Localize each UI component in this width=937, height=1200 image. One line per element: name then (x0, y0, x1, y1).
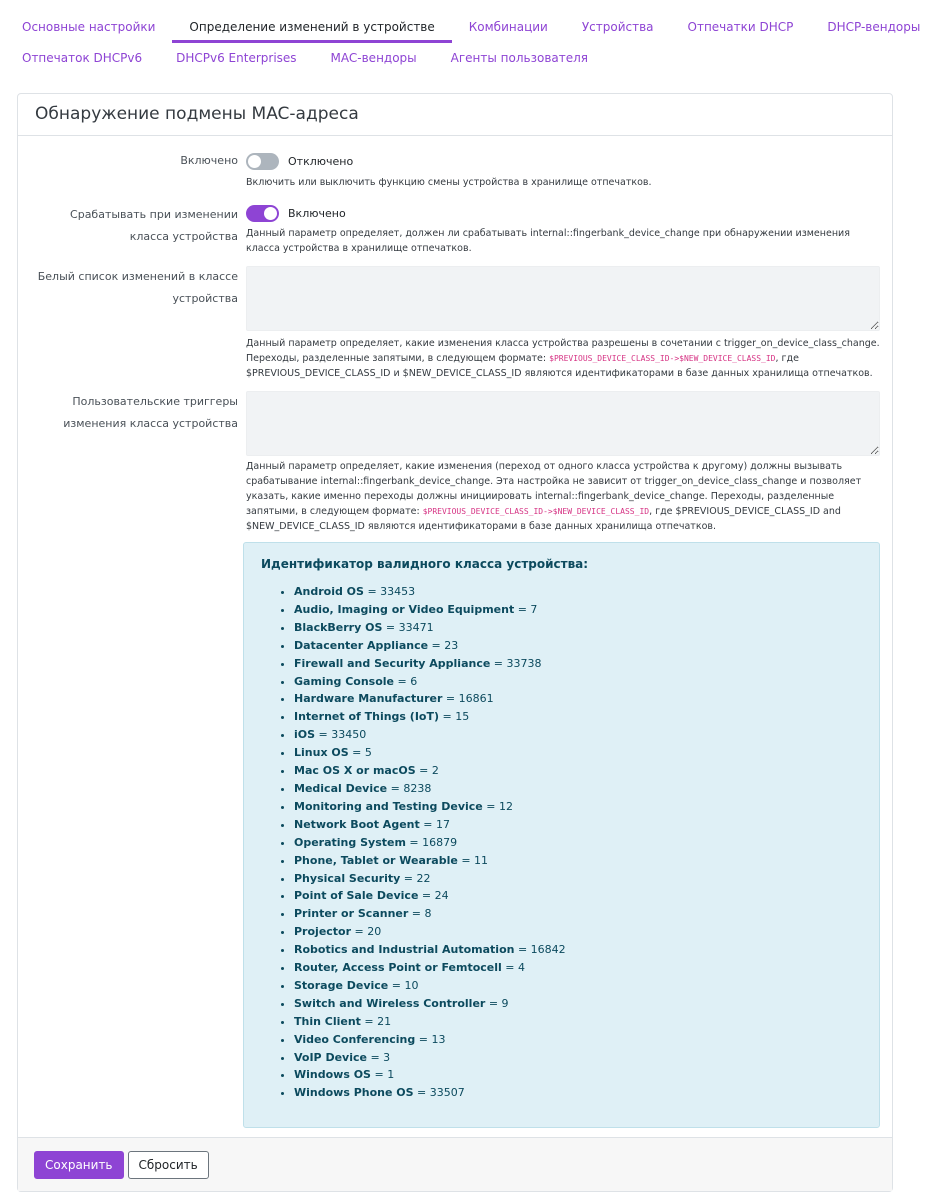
tab-user-agents[interactable]: Агенты пользователя (450, 51, 589, 65)
list-item: • Mac OS X or macOS = 2 (294, 762, 862, 780)
list-item: • Router, Access Point or Femtocell = 4 (294, 959, 862, 977)
enabled-state: Отключено (288, 154, 354, 168)
whitelist-textarea[interactable] (246, 266, 880, 331)
trigger-help: Данный параметр определяет, должен ли срабатывать internal::fingerbank_device_change при обнаружении изменения класса устройства в хранилище отпечатков. (246, 228, 850, 254)
list-item: • Audio, Imaging or Video Equipment = 7 (294, 601, 862, 619)
list-item: • Gaming Console = 6 (294, 673, 862, 691)
enabled-toggle[interactable] (246, 153, 279, 170)
device-class-info (243, 542, 880, 1128)
tab-combinations[interactable]: Комбинации (468, 20, 548, 34)
list-item: • Storage Device = 10 (294, 977, 862, 995)
info-title: Идентификатор валидного класса устройства: (261, 557, 589, 571)
tab-bar (0, 0, 921, 74)
card-title: Обнаружение подмены MAC-адреса (18, 94, 892, 136)
device-class-list (261, 583, 862, 1102)
list-item: • Thin Client = 21 (294, 1013, 862, 1031)
list-item: • Printer or Scanner = 8 (294, 905, 862, 923)
custom-triggers-textarea[interactable] (246, 391, 880, 456)
tab-mac-vendors[interactable]: MAC-вендоры (330, 51, 417, 65)
list-item: • Medical Device = 8238 (294, 780, 862, 798)
list-item: • Windows Phone OS = 33507 (294, 1084, 862, 1102)
list-item: • Datacenter Appliance = 23 (294, 637, 862, 655)
trigger-toggle[interactable] (246, 205, 279, 222)
list-item: • Video Conferencing = 13 (294, 1031, 862, 1049)
custom-triggers-help: Данный параметр определяет, какие изменения (переход от одного класса устройства к другому) должны вызывать срабатывание internal::fingerbank_device_change. Эта настройка не зависит от trigger_on_device_class_change и позволяет указать, какие именно переходы должны инициировать internal::fingerbank_device_change. Переходы, разделенные запятыми, в следующем формате: $PREVIOUS_DEVICE_CLASS_ID->$NEW_DEVICE_CLASS_ID, где $PREVIOUS_DEVICE_CLASS_ID and $NEW_DEVICE_CLASS_ID являются идентификаторами в базе данных хранилища отпечатков. (246, 461, 862, 532)
label-enabled: Включено (180, 154, 238, 167)
tab-row-1 (15, 10, 921, 43)
tab-dhcpv6-enterprises[interactable]: DHCPv6 Enterprises (176, 51, 297, 65)
list-item: • Phone, Tablet or Wearable = 11 (294, 852, 862, 870)
label-trigger: Срабатывать при изменении класса устройства (70, 208, 238, 243)
whitelist-help: Данный параметр определяет, какие изменения класса устройства разрешены в сочетании с trigger_on_device_class_change. Переходы, разделенные запятыми, в следующем формате: $PREVIOUS_DEVICE_CLASS_ID->$NEW_DEVICE_CLASS_ID, где $PREVIOUS_DEVICE_CLASS_ID и $NEW_DEVICE_CLASS_ID являются идентификаторами в базе данных хранилища отпечатков. (246, 338, 880, 379)
tab-row-2 (15, 43, 891, 74)
list-item: • Physical Security = 22 (294, 870, 862, 888)
list-item: • VoIP Device = 3 (294, 1049, 862, 1067)
list-item: • Point of Sale Device = 24 (294, 887, 862, 905)
list-item: • Network Boot Agent = 17 (294, 816, 862, 834)
list-item: • Internet of Things (IoT) = 15 (294, 708, 862, 726)
tab-dhcpv6-fingerprint[interactable]: Отпечаток DHCPv6 (22, 51, 143, 65)
tab-devices[interactable]: Устройства (581, 20, 654, 34)
list-item: • Robotics and Industrial Automation = 16842 (294, 941, 862, 959)
list-item: • Android OS = 33453 (294, 583, 862, 601)
list-item: • Projector = 20 (294, 923, 862, 941)
list-item: • Operating System = 16879 (294, 834, 862, 852)
list-item: • iOS = 33450 (294, 726, 862, 744)
tab-dhcp-vendors[interactable]: DHCP-вендоры (827, 20, 921, 34)
tab-device-change[interactable]: Определение изменений в устройстве (172, 12, 451, 43)
list-item: • Windows OS = 1 (294, 1066, 862, 1084)
list-item: • BlackBerry OS = 33471 (294, 619, 862, 637)
enabled-help: Включить или выключить функцию смены устройства в хранилище отпечатков. (246, 177, 652, 188)
label-custom-triggers: Пользовательские триггеры изменения класса устройства (63, 395, 238, 430)
save-button[interactable]: Сохранить (34, 1151, 124, 1179)
settings-card (17, 93, 893, 1192)
list-item: • Hardware Manufacturer = 16861 (294, 690, 862, 708)
label-whitelist: Белый список изменений в классе устройства (37, 270, 238, 305)
reset-button[interactable]: Сбросить (128, 1151, 209, 1179)
list-item: • Firewall and Security Appliance = 33738 (294, 655, 862, 673)
list-item: • Switch and Wireless Controller = 9 (294, 995, 862, 1013)
list-item: • Monitoring and Testing Device = 12 (294, 798, 862, 816)
list-item: • Linux OS = 5 (294, 744, 862, 762)
card-footer (18, 1137, 892, 1191)
tab-general[interactable]: Основные настройки (22, 20, 156, 34)
trigger-state: Включено (288, 206, 346, 220)
tab-dhcp-fingerprints[interactable]: Отпечатки DHCP (687, 20, 794, 34)
